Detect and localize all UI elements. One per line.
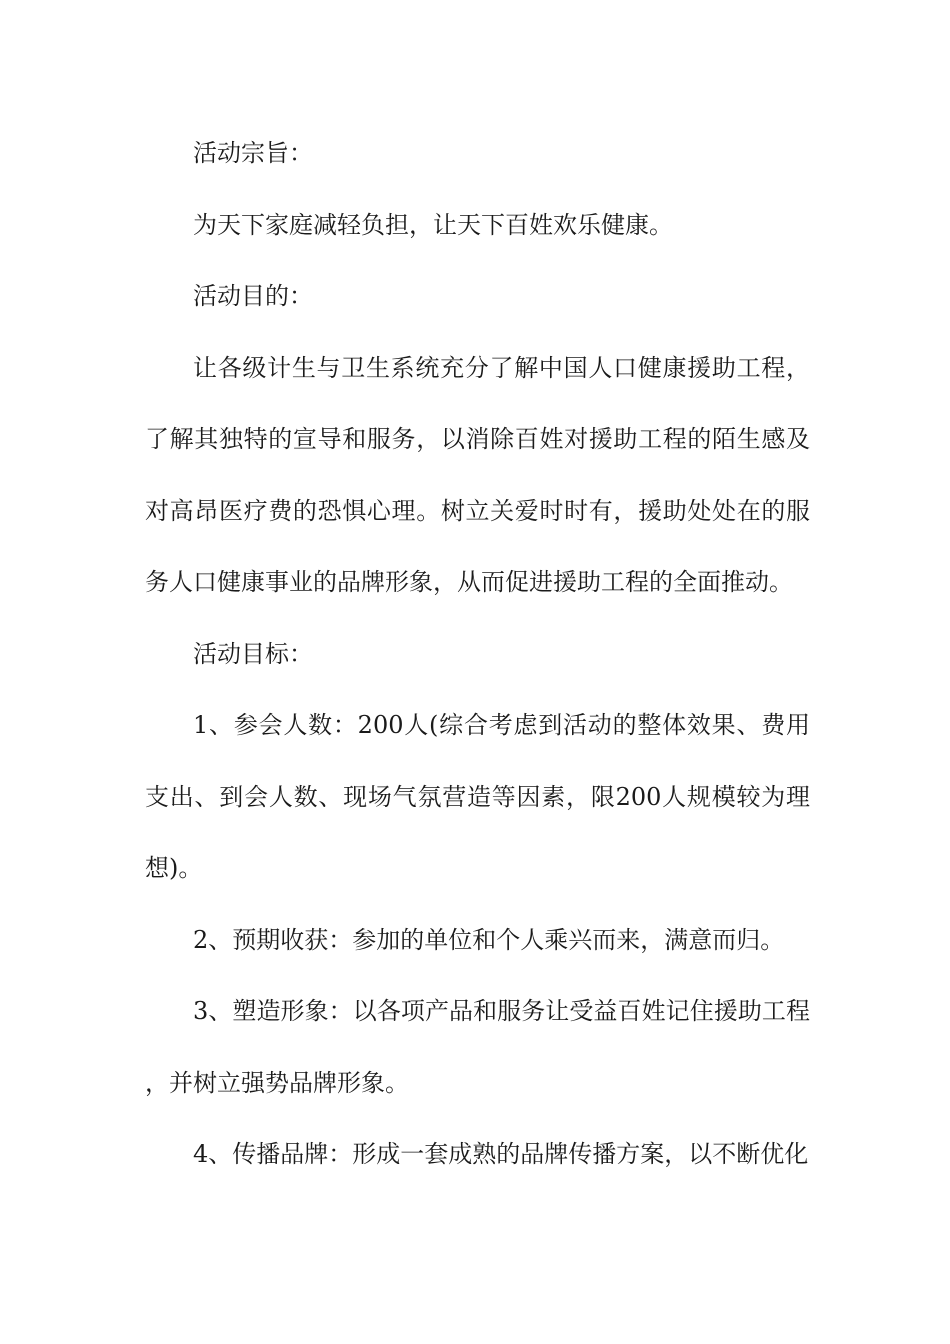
target-item-1: 1、参会人数：200人(综合考虑到活动的整体效果、费用支出、到会人数、现场气氛营造等因素，限200人规模较为理想)。 [145,711,810,882]
target-item-4: 4、传播品牌：形成一套成熟的品牌传播方案，以不断优化 [193,1140,809,1168]
target-item-2: 2、预期收获：参加的单位和个人乘兴而来，满意而归。 [193,925,785,954]
target-item-3: 3、塑造形象：以各项产品和服务让受益百姓记住援助工程，并树立强势品牌形象。 [145,997,810,1097]
document-body [145,118,810,1191]
heading-activity-purpose: 活动宗旨： [193,139,313,167]
heading-activity-goal: 活动目的： [193,282,313,310]
paragraph-purpose-text: 为天下家庭减轻负担，让天下百姓欢乐健康。 [193,210,673,239]
heading-activity-targets: 活动目标： [193,639,313,668]
paragraph-goal-text: 让各级计生与卫生系统充分了解中国人口健康援助工程，了解其独特的宣导和服务，以消除百姓对援助工程的陌生感及对高昂医疗费的恐惧心理。树立关爱时时有，援助处处在的服务人口健康事业的品牌形象，从而促进援助工程的全面推动。 [145,353,810,596]
